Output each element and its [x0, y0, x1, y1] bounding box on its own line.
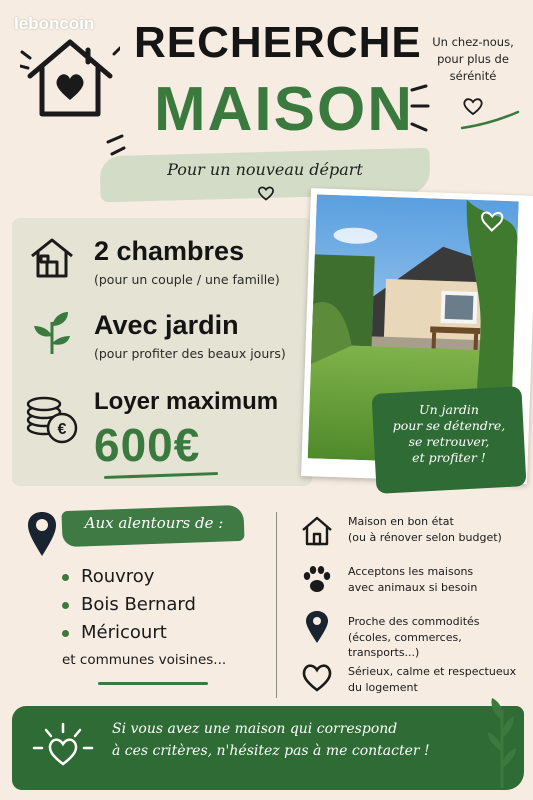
title-line-1: RECHERCHE [134, 18, 422, 67]
criteria-line: (ou à rénover selon budget) [348, 530, 502, 544]
side-note-line: sérénité [449, 69, 497, 83]
bullet [62, 574, 69, 581]
heart-icon [300, 660, 334, 694]
criteria-line: Sérieux, calme et respectueux [348, 665, 517, 678]
heart-sparkle-icon [24, 718, 102, 778]
sparkle-lines-left-icon [98, 96, 128, 156]
bullet [62, 602, 69, 609]
bullet [62, 630, 69, 637]
feature-title: Avec jardin [94, 310, 239, 340]
garden-note-line: se retrouver, [408, 434, 490, 449]
heart-outline-small-icon [256, 184, 276, 202]
garden-note [378, 402, 520, 466]
neighbors-text: et communes voisines... [62, 652, 227, 668]
criteria-item [348, 564, 477, 595]
town-item [62, 622, 167, 643]
leaf-icon [28, 308, 76, 356]
side-note-line: Un chez-nous, [432, 35, 514, 49]
subtitle: Pour un nouveau départ [167, 160, 363, 179]
criteria-line: Acceptons les maisons [348, 565, 474, 578]
surroundings-label: Aux alentours de : [84, 514, 224, 532]
house-outline-icon [300, 514, 334, 548]
side-note [418, 34, 528, 85]
criteria-line: Proche des commodités [348, 615, 480, 628]
contact-line: à ces critères, n'hésitez pas à me contacter ! [112, 743, 430, 759]
criteria-item [348, 514, 502, 545]
contact-message [112, 718, 482, 762]
contact-line: Si vous avez une maison qui correspond [112, 721, 398, 737]
leaf-branch-icon [480, 690, 524, 790]
coins-euro-icon [24, 390, 80, 446]
garden-note-line: Un jardin [419, 402, 479, 417]
garden-note-line: et profiter ! [412, 450, 486, 465]
feature-title: 2 chambres [94, 236, 245, 266]
criteria-line: avec animaux si besoin [348, 580, 478, 594]
garden-note-line: pour se détendre, [392, 418, 506, 433]
price: 600€ [94, 419, 201, 471]
criteria-item [348, 614, 533, 661]
feature-title: Loyer maximum [94, 388, 279, 415]
location-pin-small-icon [300, 610, 334, 644]
location-pin-icon [26, 510, 58, 558]
svg-text:€: € [57, 421, 67, 438]
town-item [62, 594, 196, 615]
criteria-line: du logement [348, 680, 418, 694]
town-name: Rouvroy [81, 566, 155, 587]
paw-icon [300, 562, 334, 596]
town-name: Bois Bernard [81, 594, 196, 615]
feature-subtitle: (pour profiter des beaux jours) [94, 346, 286, 361]
criteria-line: (écoles, commerces, transports...) [348, 630, 462, 659]
underline-swoosh-icon [460, 108, 522, 132]
criteria-line: Maison en bon état [348, 515, 454, 528]
title-line-2: MAISON [154, 75, 414, 144]
town-item [62, 566, 154, 587]
watermark: leboncoin [14, 14, 95, 33]
house-icon [28, 234, 76, 282]
neighbors-underline [98, 682, 208, 685]
feature-subtitle: (pour un couple / une famille) [94, 272, 280, 287]
sparkle-lines-icon [408, 84, 432, 134]
side-note-line: pour plus de [437, 52, 509, 66]
town-name: Méricourt [81, 622, 167, 643]
column-divider [276, 512, 277, 698]
